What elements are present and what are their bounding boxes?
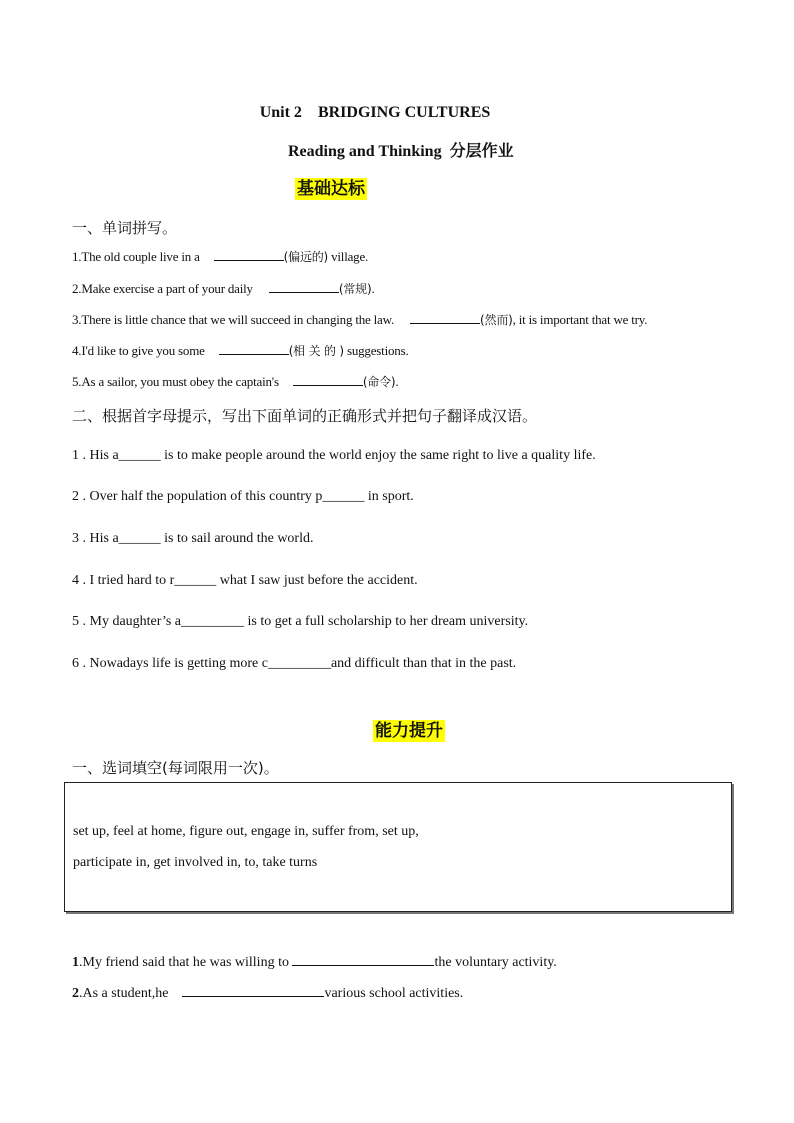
initial-item-5: 5 . My daughter’s a_________ is to get a full scholarship to her dream university. xyxy=(72,614,529,629)
spelling-item-4: 4.I'd like to give you some (相 关 的 ) suggestions. xyxy=(72,343,409,358)
page-subtitle xyxy=(288,138,514,161)
subtitle-cn: 分层作业 xyxy=(449,141,514,160)
fill-item-2: 2.As a student,he various school activities. xyxy=(72,986,464,1001)
spelling-item-3: 3.There is little chance that we will succeed in changing the law. (然而), it is important that we try. xyxy=(72,312,648,327)
part2-title: 二、根据首字母提示，写出下面单词的正确形式并把句子翻译成汉语。 xyxy=(72,407,538,425)
word-box xyxy=(64,782,732,912)
advanced-part1-title: 一、选词填空(每词限用一次)。 xyxy=(72,759,279,777)
word-box-line-2: participate in, get involved in, to, take turns xyxy=(73,855,318,870)
initial-item-2: 2 . Over half the population of this country p______ in sport. xyxy=(72,489,414,504)
spelling-item-2: 2.Make exercise a part of your daily (常规). xyxy=(72,281,375,296)
initial-item-3: 3 . His a______ is to sail around the world. xyxy=(72,531,314,546)
basic-heading: 基础达标 xyxy=(297,179,365,199)
initial-item-6: 6 . Nowadays life is getting more c_________and difficult than that in the past. xyxy=(72,656,517,671)
unit-title: BRIDGING CULTURES xyxy=(317,104,491,121)
subtitle-en: Reading and Thinking xyxy=(288,143,442,160)
spelling-item-1: 1.The old couple live in a (偏远的) village. xyxy=(72,249,369,264)
part1-title: 一、单词拼写。 xyxy=(72,219,178,237)
fill-item-1: 1.My friend said that he was willing to the voluntary activity. xyxy=(72,955,557,970)
initial-item-1: 1 . His a______ is to make people around the world enjoy the same right to live a quality life. xyxy=(72,448,596,463)
word-box-line-1: set up, feel at home, figure out, engage in, suffer from, set up, xyxy=(73,824,419,839)
spelling-item-5: 5.As a sailor, you must obey the captain's (命令). xyxy=(72,374,399,389)
page-title xyxy=(0,104,750,122)
initial-item-4: 4 . I tried hard to r______ what I saw just before the accident. xyxy=(72,573,418,588)
advanced-heading: 能力提升 xyxy=(375,721,443,741)
unit-label: Unit 2 xyxy=(259,104,302,121)
